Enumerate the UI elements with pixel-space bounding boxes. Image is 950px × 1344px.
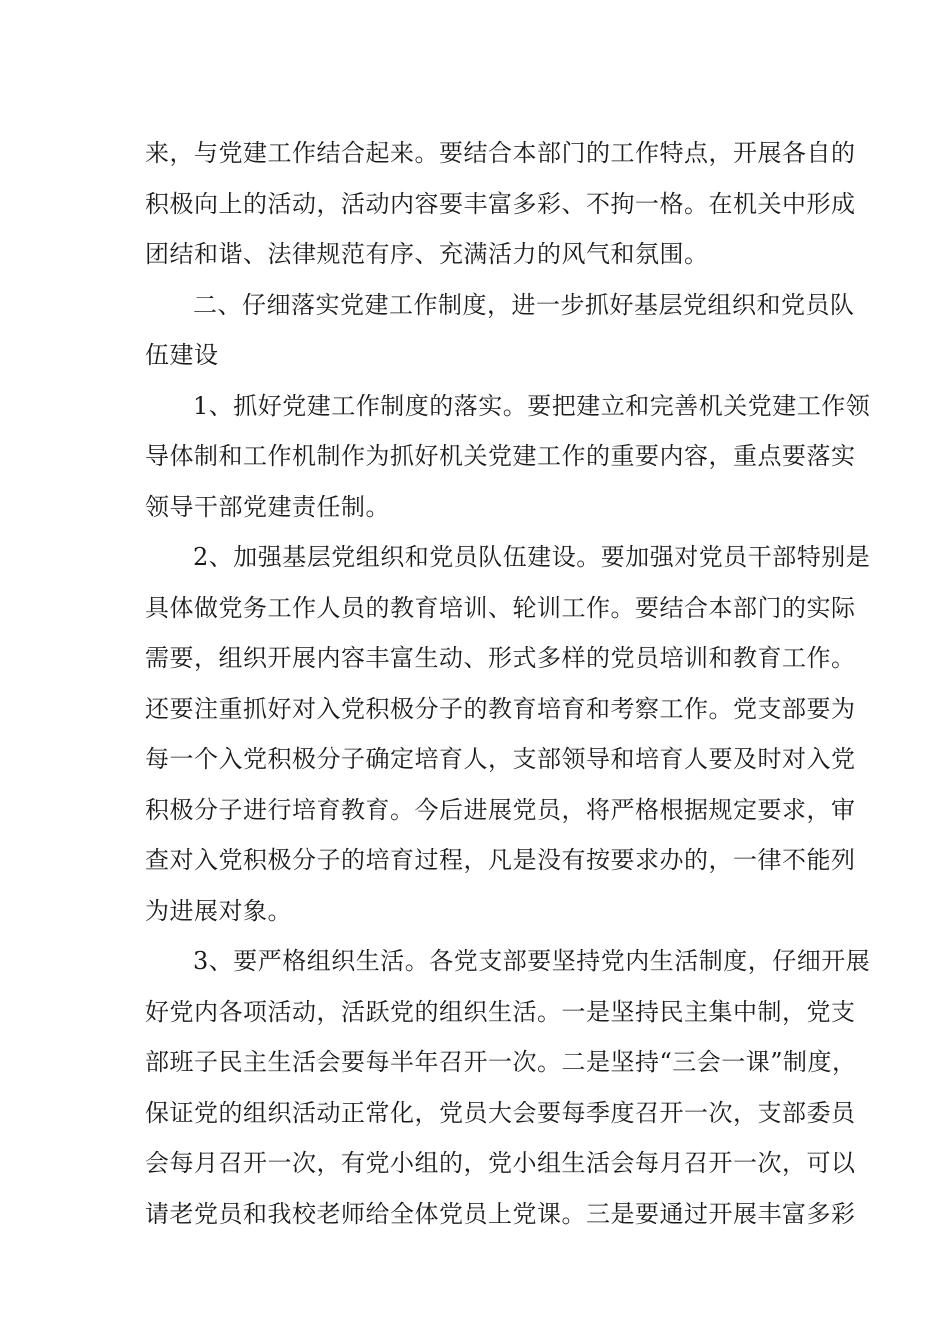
body-line: 团结和谐、法律规范有序、充满活力的风气和氛围。: [145, 240, 709, 268]
body-line: 请老党员和我校老师给全体党员上党课。三是要通过开展丰富多彩: [145, 1199, 856, 1228]
body-line: 还要注重抓好对入党积极分子的教育培育和考察工作。党支部要为: [145, 694, 856, 723]
body-line: 积极向上的活动，活动内容要丰富多彩、不拘一格。在机关中形成: [145, 189, 856, 218]
body-line: 会每月召开一次，有党小组的，党小组生活会每月召开一次，可以: [145, 1149, 856, 1177]
body-line: 领导干部党建责任制。: [145, 492, 390, 521]
body-line: 来，与党建工作结合起来。要结合本部门的工作特点，开展各自的: [145, 139, 856, 167]
body-line: 2、加强基层党组织和党员队伍建设。要加强对党员干部特别是: [193, 543, 871, 571]
body-line: 具体做党务工作人员的教育培训、轮训工作。要结合本部门的实际: [145, 593, 856, 622]
section-heading-line: 伍建设: [145, 341, 219, 369]
body-line: 需要，组织开展内容丰富生动、形式多样的党员培训和教育工作。: [145, 644, 856, 672]
body-line: 为进展对象。: [145, 896, 292, 925]
body-line: 导体制和工作机制作为抓好机关党建工作的重要内容，重点要落实: [145, 442, 856, 470]
document-body: [145, 128, 871, 1239]
body-line: 1、抓好党建工作制度的落实。要把建立和完善机关党建工作领: [193, 391, 871, 420]
section-heading-line: 二、仔细落实党建工作制度，进一步抓好基层党组织和党员队: [193, 290, 855, 319]
body-line: 每一个入党积极分子确定培育人，支部领导和培育人要及时对入党: [145, 745, 856, 773]
body-line: 保证党的组织活动正常化，党员大会要每季度召开一次，支部委员: [145, 1098, 856, 1127]
body-line: 积极分子进行培育教育。今后进展党员，将严格根据规定要求，审: [145, 795, 856, 824]
body-line: 部班子民主生活会要每半年召开一次。二是坚持“三会一课”制度，: [145, 1048, 857, 1076]
body-line: 3、要严格组织生活。各党支部要坚持党内生活制度，仔细开展: [193, 947, 871, 975]
body-line: 查对入党积极分子的培育过程，凡是没有按要求办的，一律不能列: [145, 846, 856, 874]
body-line: 好党内各项活动，活跃党的组织生活。一是坚持民主集中制，党支: [145, 997, 856, 1026]
